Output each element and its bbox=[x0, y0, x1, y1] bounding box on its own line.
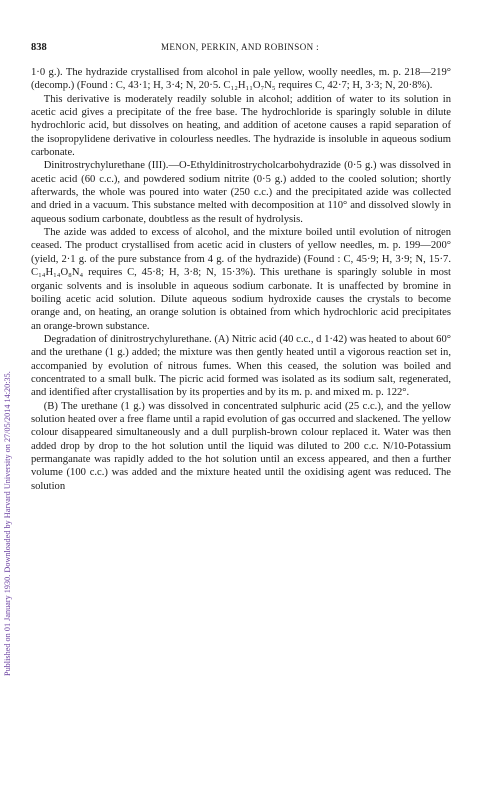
paragraph: Degradation of dinitrostrychylurethane. (A) Nitric acid (40 c.c., d 1·42) was heated to about 60° and the urethane (1 g.) added; the mixture was then gently heated until a vigorous reaction set in, accompanied by evolution of nitrous fumes. When this ceased, the solution was boiled and concentrated to a small bulk. The picric acid formed was isolated as its sodium salt, regenerated, and identified after crystallisation by its properties and by its m. p. and mixed m. p. 122°. bbox=[31, 333, 451, 399]
page-number: 838 bbox=[31, 42, 47, 53]
paragraph: The azide was added to excess of alcohol, and the mixture boiled until evolution of nitrogen ceased. The product crystallised from acetic acid in clusters of yellow needles, m. p. 199—200° (yield, 2·1 g. of the pure substance from 4 g. of the hydrazide) (Found : C, 45·9; H, 3·9; N, 15·7. C₁₄H₁₄O₈N₄ requires C, 45·8; H, 3·8; N, 15·3%). This urethane is sparingly soluble in most organic solvents and is insoluble in aqueous sodium carbonate. It is unaffected by bromine in boiling acetic acid solution. Dilute aqueous sodium hydroxide causes the crystals to become orange and, on heating, an orange solution is obtained from which hydrochloric acid precipitates an orange-brown substance. bbox=[31, 227, 451, 332]
download-stamp-text: Published on 01 January 1930. Downloaded by Harvard University on 27/05/2014 14:20:35. bbox=[3, 371, 12, 676]
running-head: MENON, PERKIN, AND ROBINSON : bbox=[160, 42, 320, 52]
page-header bbox=[31, 42, 449, 56]
download-stamp bbox=[1, 86, 15, 676]
paragraph: (B) The urethane (1 g.) was dissolved in concentrated sulphuric acid (25 c.c.), and the yellow solution heated over a free flame until a rapid evolution of gas occurred and slackened. The yellow colour disappeared simultaneously and a dull purplish-brown colour replaced it. Water was then added drop by drop to the hot solution until the liquid was diluted to 200 c.c. N/10-Potassium permanganate was rapidly added to the hot solution until an excess appeared, and then a further volume (100 c.c.) was added and the mixture heated until the oxidising agent was reduced. The solution bbox=[31, 400, 451, 492]
paragraph: Dinitrostrychylurethane (III).—O-Ethyldinitrostrycholcarbohydrazide (0·5 g.) was dissolved in acetic acid (60 c.c.), and powdered sodium nitrite (0·5 g.) added to the cooled solution; shortly afterwards, the whole was poured into water (250 c.c.) and the precipitated azide was collected and dried in a vacuum. This substance melted with decomposition at 110° and dissolved slowly in aqueous sodium carbonate, doubtless as the result of hydrolysis. bbox=[31, 160, 451, 225]
article-body bbox=[31, 66, 451, 493]
paragraph: 1·0 g.). The hydrazide crystallised from alcohol in pale yellow, woolly needles, m. p. 218—219° (decomp.) (Found : C, 43·1; H, 3·4; N, 20·5. C₁₂H₁₁O₇N₅ requires C, 42·7; H, 3·3; N, 20·8%). bbox=[31, 67, 451, 92]
paragraph: This derivative is moderately readily soluble in alcohol; addition of water to its solution in acetic acid gives a precipitate of the free base. The hydrochloride is sparingly soluble in dilute hydrochloric acid, but dissolves on heating, and addition of acetone causes a rapid separation of the isopropylidene derivative in colourless needles. The hydrazide is insoluble in aqueous sodium carbonate. bbox=[31, 93, 451, 159]
